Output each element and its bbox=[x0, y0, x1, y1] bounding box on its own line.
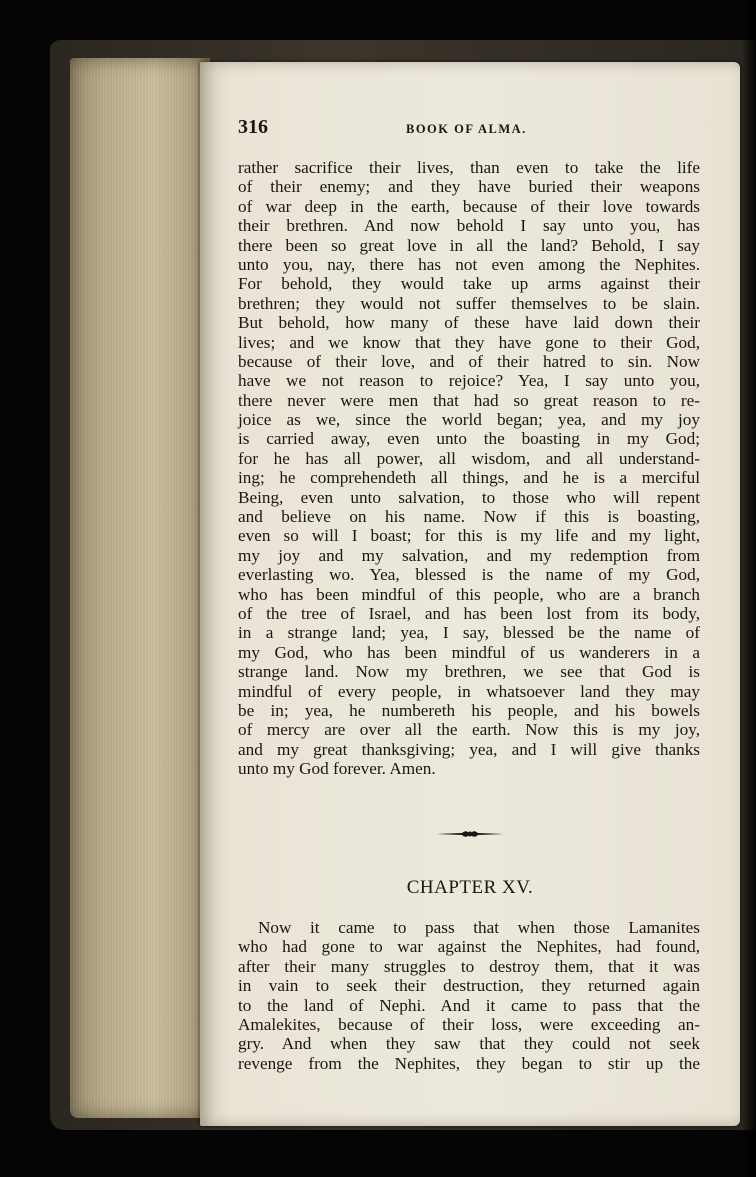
text-line: lives; and we know that they have gone to their God, bbox=[238, 332, 700, 352]
text-line: and my great thanksgiving; yea, and I will give thanks bbox=[238, 739, 700, 759]
text-line: Being, even unto salvation, to those who will repent bbox=[238, 487, 700, 507]
text-line: have we not reason to rejoice? Yea, I say unto you, bbox=[238, 371, 700, 391]
text-line: unto my God forever. Amen. bbox=[238, 759, 436, 779]
chapter-text bbox=[238, 918, 700, 1073]
text-line: and believe on his name. Now if this is boasting, bbox=[238, 507, 700, 527]
text-line: because of their love, and of their hatred to sin. Now bbox=[238, 351, 700, 371]
text-line: Now it came to pass that when those Lamanites bbox=[258, 918, 700, 937]
text-line: unto you, nay, there has not even among the Nephites. bbox=[238, 254, 700, 274]
page-edges bbox=[70, 58, 210, 1118]
running-head: BOOK OF ALMA. bbox=[406, 122, 527, 136]
text-line: But behold, how many of these have laid down their bbox=[238, 313, 700, 333]
text-line: be in; yea, he numbereth his people, and his bowels bbox=[238, 700, 700, 720]
text-line: revenge from the Nephites, they began to stir up the bbox=[238, 1053, 700, 1073]
text-line: to the land of Nephi. And it came to pass that the bbox=[238, 995, 700, 1015]
text-line: who has been mindful of this people, who are a branch bbox=[238, 584, 700, 604]
text-line: ing; he comprehendeth all things, and he is a merciful bbox=[238, 468, 700, 488]
text-line: in vain to seek their destruction, they returned again bbox=[238, 976, 700, 996]
text-line: who had gone to war against the Nephites, had found, bbox=[238, 937, 700, 957]
page-number: 316 bbox=[238, 116, 268, 138]
text-line: there never were men that had so great reason to re- bbox=[238, 390, 700, 410]
chapter-title: CHAPTER XV. bbox=[406, 877, 534, 898]
text-line: strange land. Now my brethren, we see that God is bbox=[238, 662, 700, 682]
right-shadow bbox=[742, 0, 756, 1177]
text-line: is carried away, even unto the boasting in my God; bbox=[238, 429, 700, 449]
book-page bbox=[200, 62, 740, 1126]
text-line: of their enemy; and they have buried their weapons bbox=[238, 177, 700, 197]
text-line: in a strange land; yea, I say, blessed be the name of bbox=[238, 623, 700, 643]
text-line: gry. And when they saw that they could not seek bbox=[238, 1034, 700, 1054]
text-line: mindful of every people, in whatsoever land they may bbox=[238, 681, 700, 701]
text-line: of war deep in the earth, because of their love towards bbox=[238, 196, 700, 216]
body-text bbox=[238, 158, 700, 779]
text-line: of the tree of Israel, and has been lost from its body, bbox=[238, 603, 700, 623]
text-line: for he has all power, all wisdom, and all understand- bbox=[238, 448, 700, 468]
text-line: even so will I boast; for this is my life and my light, bbox=[238, 526, 700, 546]
text-line: rather sacrifice their lives, than even to take the life bbox=[238, 158, 700, 177]
text-line: For behold, they would take up arms against their bbox=[238, 274, 700, 294]
text-line: my joy and my salvation, and my redemption from bbox=[238, 545, 700, 565]
text-line: my God, who has been mindful of us wanderers in a bbox=[238, 642, 700, 662]
text-line: their brethren. And now behold I say unto you, has bbox=[238, 216, 700, 236]
text-line: brethren; they would not suffer themselves to be slain. bbox=[238, 293, 700, 313]
text-line: Amalekites, because of their loss, were exceeding an- bbox=[238, 1014, 700, 1034]
text-line: joice as we, since the world began; yea, and my joy bbox=[238, 410, 700, 430]
text-line: of mercy are over all the earth. Now this is my joy, bbox=[238, 720, 700, 740]
ornament-divider bbox=[436, 828, 504, 840]
text-line: after their many struggles to destroy them, that it was bbox=[238, 956, 700, 976]
text-line: there been so great love in all the land? Behold, I say bbox=[238, 235, 700, 255]
text-line: everlasting wo. Yea, blessed is the name of my God, bbox=[238, 565, 700, 585]
